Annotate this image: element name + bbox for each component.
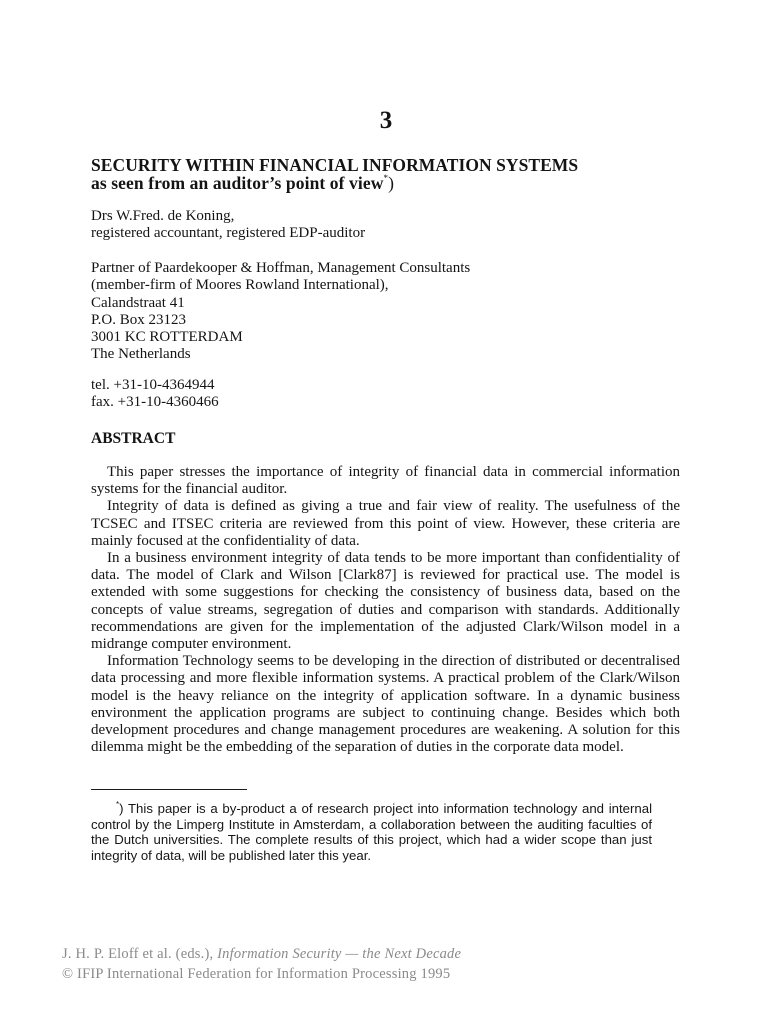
address-line: 3001 KC ROTTERDAM — [91, 329, 243, 346]
footnote — [91, 801, 652, 863]
title-line-2-text: as seen from an auditor’s point of view — [91, 173, 384, 193]
title-closing-paren: ) — [388, 173, 395, 193]
author-credentials: registered accountant, registered EDP-auditor — [91, 225, 366, 242]
abstract-paragraph: In a business environment integrity of data tends to be more important than confidentiality of data. The model of Clark and Wilson [Clark87] is reviewed for practical use. The model is extended with some suggestions for checking the consistency of business data, based on the concepts of value streams, segregation of duties and comparison with standards. Additionally recommendations are given for the implementation of the adjusted Clark/Wilson model in a midrange computer environment. — [91, 550, 680, 653]
address-block — [91, 260, 470, 364]
address-line: Calandstraat 41 — [91, 294, 185, 311]
abstract-paragraph: Information Technology seems to be developing in the direction of distributed or decentralised data processing and more flexible information systems. A practical problem of the Clark/Wilson model is the heavy reliance on the integrity of application software. In a dynamic business environment the application programs are subject to continuing change. Besides which both development procedures and change management procedures are weakening. A solution for this dilemma might be the embedding of the separation of duties in the corporate data model. — [91, 653, 680, 756]
address-line: Partner of Paardekooper & Hoffman, Management Consultants — [91, 260, 471, 276]
address-line: The Netherlands — [91, 346, 191, 363]
publisher-info — [62, 944, 461, 984]
publisher-copyright: © IFIP International Federation for Information Processing 1995 — [62, 966, 451, 982]
address-line: P.O. Box 23123 — [91, 311, 187, 328]
contact-tel: tel. +31-10-4364944 — [91, 377, 215, 393]
footnote-marker: * — [116, 800, 120, 809]
contact-block — [91, 377, 219, 412]
footnote-divider — [91, 789, 247, 790]
abstract-paragraph: Integrity of data is defined as giving a true and fair view of reality. The usefulness of the TCSEC and ITSEC criteria are reviewed from this point of view. However, these criteria are mainly focused at the confidentiality of data. — [91, 498, 680, 549]
abstract-body — [91, 464, 680, 756]
publisher-citation — [62, 944, 461, 964]
paper-title — [91, 156, 578, 192]
address-line: (member-firm of Moores Rowland International), — [91, 277, 389, 294]
chapter-number: 3 — [379, 107, 393, 134]
author-name: Drs W.Fred. de Koning, — [91, 208, 235, 224]
publisher-book-title: Information Security — the Next Decade — [217, 946, 462, 962]
publisher-editors: J. H. P. Eloff et al. (eds.), — [62, 946, 218, 962]
abstract-heading: ABSTRACT — [91, 430, 176, 447]
contact-fax: fax. +31-10-4360466 — [91, 394, 219, 411]
abstract-paragraph: This paper stresses the importance of integrity of financial data in commercial information systems for the financial auditor. — [91, 464, 680, 498]
title-line-2 — [91, 174, 578, 192]
author-block — [91, 208, 365, 243]
title-line-1: SECURITY WITHIN FINANCIAL INFORMATION SYSTEMS — [91, 155, 579, 175]
footnote-text: ) This paper is a by-product a of research project into information technology and internal control by the Limperg Institute in Amsterdam, a collaboration between the auditing faculties of the Dutch universities. The complete results of this project, which had a wider scope than just integrity of data, will be published later this year. — [91, 801, 652, 863]
title-footnote-marker: * — [383, 173, 389, 183]
